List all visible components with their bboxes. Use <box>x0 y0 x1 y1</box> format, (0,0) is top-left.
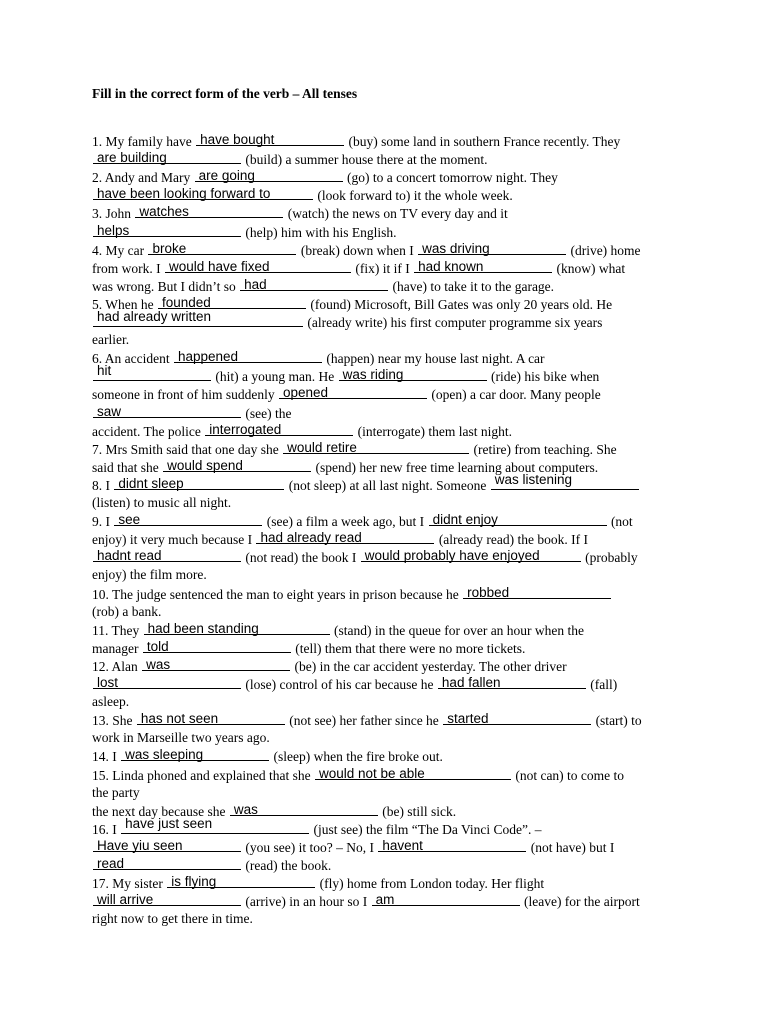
answer-blank[interactable] <box>196 133 344 146</box>
answer-text: Have yiu seen <box>97 837 183 853</box>
answer-blank[interactable] <box>93 549 241 562</box>
answer-text: broke <box>152 240 187 256</box>
exercise-text: (just see) the film “The Da Vinci Code”. – <box>310 821 542 837</box>
answer-blank[interactable] <box>463 586 611 599</box>
answer-text: had <box>244 276 267 292</box>
exercise-text: (probably <box>581 550 638 566</box>
exercise-text: (not have) but I <box>527 839 615 855</box>
exercise-text: (be) still sick. <box>378 803 457 819</box>
exercise-line <box>92 567 207 583</box>
exercise-text: 8. I <box>92 477 114 493</box>
exercise-line <box>92 278 554 295</box>
answer-blank[interactable] <box>256 531 434 544</box>
exercise-text: (be) in the car accident yesterday. The other driver <box>291 658 567 674</box>
exercise-line <box>92 405 291 422</box>
answer-text: started <box>447 711 489 727</box>
exercise-text: 16. I <box>92 821 121 837</box>
exercise-text: (lose) control of his car because he <box>242 677 437 692</box>
answer-text: told <box>146 638 169 654</box>
answer-text: had fallen <box>441 675 501 690</box>
exercise-text: (spend) her new free time learning about computers. <box>312 459 599 475</box>
answer-blank[interactable] <box>418 242 566 255</box>
exercise-line <box>92 815 542 838</box>
exercise-line <box>92 471 640 494</box>
exercise-line <box>92 694 129 710</box>
exercise-text: (see) the <box>242 405 292 421</box>
answer-blank[interactable] <box>174 350 322 363</box>
answer-blank[interactable] <box>163 459 311 472</box>
answer-text: was driving <box>422 240 490 256</box>
answer-text: had already read <box>260 530 362 546</box>
exercise-line <box>92 604 161 620</box>
answer-blank[interactable] <box>339 368 487 381</box>
answer-text: has not seen <box>140 711 219 727</box>
exercise-text: (happen) near my house last night. A car <box>322 351 545 367</box>
exercise-line <box>92 423 512 440</box>
exercise-line <box>92 767 624 784</box>
answer-text: opened <box>282 385 329 401</box>
exercise-text: someone in front of him suddenly <box>92 387 278 403</box>
answer-blank[interactable] <box>230 803 378 816</box>
answer-blank[interactable] <box>195 169 343 182</box>
exercise-line <box>92 549 638 566</box>
exercise-line <box>92 640 525 657</box>
exercise-line <box>92 363 600 385</box>
exercise-text: (break) down when I <box>297 242 418 258</box>
answer-text: robbed <box>467 584 510 600</box>
exercise-text: (sleep) when the fire broke out. <box>270 749 443 765</box>
answer-text: see <box>118 512 141 528</box>
answer-blank[interactable] <box>167 875 315 888</box>
answer-text: was <box>146 656 171 672</box>
exercise-text: (already read) the book. If I <box>435 532 588 548</box>
exercise-text: (not sleep) at all last night. Someone <box>285 477 490 493</box>
answer-blank[interactable] <box>372 893 520 906</box>
exercise-line <box>92 224 397 241</box>
answer-blank[interactable] <box>93 839 241 852</box>
answer-blank[interactable] <box>93 676 241 689</box>
answer-blank[interactable] <box>165 260 351 273</box>
exercise-text: (read) the book. <box>242 858 332 873</box>
exercise-line <box>92 495 231 511</box>
exercise-text: (you see) it too? – No, I <box>242 839 378 855</box>
answer-text: havent <box>382 837 423 853</box>
exercise-text: (see) a film a week ago, but I <box>263 514 428 530</box>
answer-text: would retire <box>287 439 357 455</box>
exercise-text: 17. My sister <box>92 876 167 892</box>
exercise-text: asleep. <box>92 694 130 710</box>
answer-blank[interactable] <box>93 363 211 381</box>
exercise-text: (not <box>607 514 633 530</box>
exercise-text: 2. Andy and Mary <box>92 170 194 186</box>
exercise-text: (know) what <box>553 260 626 276</box>
answer-blank[interactable] <box>491 471 639 490</box>
exercise-line <box>92 622 584 639</box>
exercise-text: (stand) in the queue for over an hour when the <box>330 622 585 638</box>
exercise-text: earlier. <box>92 332 130 348</box>
answer-text: didnt enjoy <box>432 512 498 528</box>
answer-blank[interactable] <box>93 187 313 200</box>
exercise-line <box>92 839 614 856</box>
exercise-line <box>92 169 558 186</box>
answer-text: have just seen <box>125 815 213 831</box>
answer-blank[interactable] <box>114 477 284 490</box>
answer-blank[interactable] <box>429 513 607 526</box>
exercise-line <box>92 332 129 348</box>
exercise-text: (ride) his bike when <box>487 369 600 385</box>
answer-text: am <box>375 892 395 908</box>
exercise-text: 3. John <box>92 206 135 222</box>
exercise-text: 13. She <box>92 713 136 729</box>
answer-blank[interactable] <box>279 386 427 399</box>
exercise-text: (buy) some land in southern France recently. They <box>345 134 621 149</box>
exercise-line <box>92 531 588 548</box>
answer-text: would spend <box>167 457 243 473</box>
answer-text: have bought <box>200 132 275 147</box>
exercise-line <box>92 187 513 204</box>
answer-blank[interactable] <box>144 622 330 635</box>
exercise-text: (look forward to) it the whole week. <box>314 188 513 204</box>
exercise-text: (build) a summer house there at the moment. <box>242 152 488 168</box>
answer-blank[interactable] <box>205 423 353 436</box>
answer-text: didnt sleep <box>118 475 184 491</box>
answer-text: hit <box>97 363 112 379</box>
exercise-text: (help) him with his English. <box>242 224 397 240</box>
answer-blank[interactable] <box>414 260 552 273</box>
answer-blank[interactable] <box>378 839 526 852</box>
exercise-text: accident. The police <box>92 423 205 439</box>
answer-blank[interactable] <box>93 224 241 237</box>
exercise-line <box>92 350 545 367</box>
exercise-line <box>92 748 443 765</box>
exercise-text: the next day because she <box>92 803 229 819</box>
exercise-text: (listen) to music all night. <box>92 495 232 510</box>
answer-blank[interactable] <box>240 278 388 291</box>
exercise-line <box>92 857 331 874</box>
answer-text: would have fixed <box>168 258 270 274</box>
answer-text: would not be able <box>318 765 425 781</box>
answer-text: watches <box>139 204 189 220</box>
exercise-line <box>92 586 612 603</box>
exercise-text: (not read) the book I <box>242 550 360 566</box>
exercise-line <box>92 205 508 222</box>
exercise-text: enjoy) the film more. <box>92 567 207 583</box>
answer-text: lost <box>97 675 119 690</box>
answer-text: was listening <box>494 471 573 487</box>
exercise-text: (not can) to come to <box>511 767 625 783</box>
exercise-text: said that she <box>92 459 163 475</box>
exercise-text: (go) to a concert tomorrow night. They <box>343 170 558 186</box>
exercise-line <box>92 676 617 693</box>
exercise-line <box>92 911 253 927</box>
answer-blank[interactable] <box>148 242 296 255</box>
answer-text: had already written <box>97 309 212 324</box>
answer-blank[interactable] <box>93 151 241 164</box>
exercise-text: 10. The judge sentenced the man to eight years in prison because he <box>92 586 463 602</box>
exercise-text: manager <box>92 640 142 656</box>
exercise-text: enjoy) it very much because I <box>92 532 256 548</box>
answer-blank[interactable] <box>93 309 303 327</box>
exercise-text: 11. They <box>92 622 143 638</box>
exercise-text: from work. I <box>92 260 164 276</box>
answer-text: hadnt read <box>97 548 162 564</box>
worksheet-title: Fill in the correct form of the verb – All tenses <box>92 86 358 101</box>
answer-text: happened <box>177 349 239 365</box>
exercise-line <box>92 875 544 892</box>
exercise-text: 14. I <box>92 749 121 765</box>
answer-text: have been looking forward to <box>97 186 271 202</box>
answer-text: had been standing <box>147 620 259 636</box>
answer-blank[interactable] <box>315 767 511 780</box>
answer-text: would probably have enjoyed <box>364 548 540 564</box>
exercise-text: work in Marseille two years ago. <box>92 730 270 746</box>
exercise-line <box>92 893 640 910</box>
exercise-text: 5. When he <box>92 296 157 312</box>
exercise-text: (have) to take it to the garage. <box>389 278 555 294</box>
answer-text: will arrive <box>97 892 154 908</box>
exercise-line <box>92 260 625 277</box>
answer-blank[interactable] <box>93 893 241 906</box>
exercise-text: 4. My car <box>92 242 148 258</box>
exercise-text: (drive) home <box>567 242 641 258</box>
answer-text: founded <box>161 294 211 310</box>
answer-text: was <box>233 801 258 817</box>
answer-text: are building <box>97 150 167 166</box>
answer-blank[interactable] <box>93 857 241 870</box>
answer-blank[interactable] <box>443 712 591 725</box>
exercise-text: the party <box>92 784 140 800</box>
exercise-line <box>92 730 270 746</box>
exercise-line <box>92 712 642 729</box>
exercise-text: 15. Linda phoned and explained that she <box>92 767 314 783</box>
exercise-line <box>92 133 620 150</box>
exercise-text: (not see) her father since he <box>285 713 443 729</box>
exercise-text: 12. Alan <box>92 658 142 674</box>
answer-text: is flying <box>171 874 217 890</box>
exercise-text: (fall) <box>586 677 618 692</box>
exercise-text: (open) a car door. Many people <box>427 387 601 403</box>
exercise-text: (fix) it if I <box>351 260 414 276</box>
answer-text: was riding <box>342 367 404 383</box>
answer-text: was sleeping <box>125 747 204 763</box>
answer-text: are going <box>198 168 255 184</box>
answer-blank[interactable] <box>93 405 241 418</box>
answer-text: helps <box>97 222 130 238</box>
answer-blank[interactable] <box>121 748 269 761</box>
exercise-text: was wrong. But I didn’t so <box>92 278 240 294</box>
answer-blank[interactable] <box>158 296 306 309</box>
exercise-text: 7. Mrs Smith said that one day she <box>92 441 283 457</box>
exercise-text: right now to get there in time. <box>92 911 253 927</box>
answer-text: saw <box>97 403 122 419</box>
answer-blank[interactable] <box>137 712 285 725</box>
answer-text: interrogated <box>209 421 282 437</box>
exercise-text: (hit) a young man. He <box>212 369 338 385</box>
exercise-text: (already write) his first computer programme six years <box>304 315 603 330</box>
answer-blank[interactable] <box>283 441 469 454</box>
exercise-text: 1. My family have <box>92 134 196 149</box>
answer-blank[interactable] <box>121 815 309 834</box>
answer-blank[interactable] <box>361 549 581 562</box>
answer-text: read <box>97 856 125 871</box>
answer-blank[interactable] <box>135 205 283 218</box>
exercise-text: (leave) for the airport <box>520 894 640 910</box>
answer-blank[interactable] <box>114 513 262 526</box>
answer-blank[interactable] <box>438 676 586 689</box>
exercise-text: 9. I <box>92 514 114 530</box>
exercise-text: (found) Microsoft, Bill Gates was only 20 years old. He <box>306 296 613 312</box>
exercise-line <box>92 151 488 168</box>
exercise-text: (tell) them that there were no more tickets. <box>291 640 526 656</box>
exercise-line <box>92 441 617 458</box>
answer-blank[interactable] <box>143 640 291 653</box>
exercise-text: 6. An accident <box>92 351 173 367</box>
exercise-text: (arrive) in an hour so I <box>242 894 371 910</box>
exercise-text: (fly) home from London today. Her flight <box>316 876 545 892</box>
exercise-line <box>92 785 140 801</box>
answer-blank[interactable] <box>142 658 290 671</box>
exercise-text: (interrogate) them last night. <box>354 423 513 439</box>
exercise-line <box>92 513 633 530</box>
exercise-text: (start) to <box>592 713 642 729</box>
answer-text: had known <box>418 258 484 274</box>
exercise-line <box>92 658 567 675</box>
exercise-line <box>92 309 603 331</box>
exercise-line <box>92 386 601 403</box>
exercise-line <box>92 242 641 259</box>
exercise-text: (watch) the news on TV every day and it <box>284 206 508 222</box>
exercise-text: (retire) from teaching. She <box>470 441 617 457</box>
exercise-text: (rob) a bank. <box>92 603 162 619</box>
